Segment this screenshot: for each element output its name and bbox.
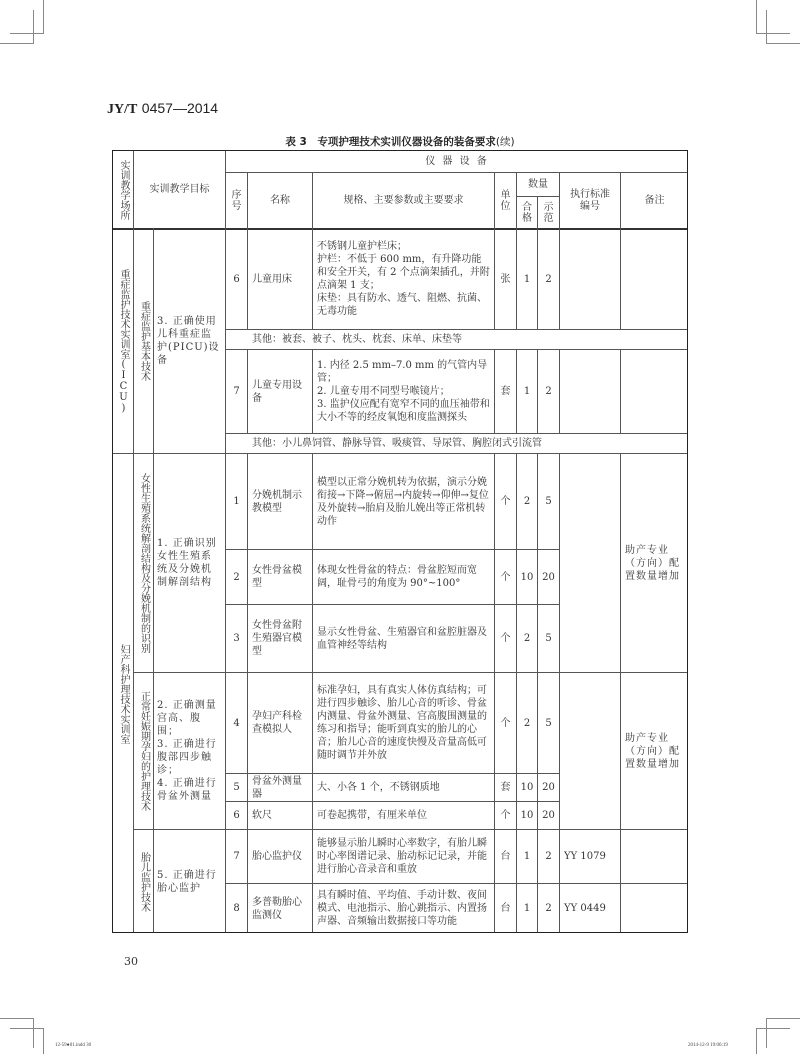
row-spec: 体现女性骨盆的特点：骨盆腔短而宽阔，耻骨弓的角度为 90°~100°	[317, 565, 477, 589]
row-unit: 套	[500, 386, 511, 397]
goal-picu: 3. 正确使用儿科重症监护(PICU)设备	[157, 316, 220, 366]
row-qualified: 10	[520, 782, 534, 793]
goal-pregnancy: 2. 正确测量宫高、腹围； 3. 正确进行腹部四步触诊； 4. 正确进行骨盆外测量	[157, 700, 217, 802]
file-suffix: 01.indd 30	[69, 1043, 92, 1048]
other-row: 其他：小儿鼻饲管、静脉导管、吸痰管、导尿管、胸腔闭式引流管	[252, 438, 542, 449]
row-spec: 不锈钢儿童护栏床； 护栏：不低于 600 mm，有升降功能和安全开关，有 2 个点滴架插孔，并附点滴架 1 支； 床垫：具有防水、透气、阻燃、抗菌、无毒功能	[317, 241, 490, 317]
row-demo: 20	[542, 810, 555, 821]
row-demo: 2	[545, 851, 552, 862]
row-unit: 个	[500, 810, 511, 821]
row-qualified: 2	[523, 633, 531, 644]
row-spec: 显示女性骨盆、生殖器官和盆腔脏器及血管神经等结构	[317, 626, 487, 651]
row-demo: 5	[545, 717, 552, 729]
row-no: 1	[233, 496, 240, 507]
row-name: 骨盆外测量器	[252, 775, 302, 800]
row-qualified: 2	[523, 717, 531, 729]
row-no: 7	[233, 386, 240, 397]
row-spec: 1. 内径 2.5 mm–7.0 mm 的气管内导管； 2. 儿童专用不同型号喉镜片； 3. 监护仪应配有宽窄不同的血压袖带和大小不等的经皮氧饱和度监测探头	[317, 360, 490, 423]
header-quantity: 数量	[528, 179, 548, 190]
file-info	[55, 1043, 91, 1048]
standard-number	[107, 100, 218, 118]
row-no: 3	[233, 633, 240, 644]
file-slug: 12-59	[55, 1043, 67, 1048]
goal-fetal: 5. 正确进行胎心监护	[157, 869, 217, 894]
row-name: 胎心监护仪	[252, 851, 302, 862]
row-name: 孕妇产科检查模拟人	[252, 711, 302, 735]
header-spec: 规格、主要参数或主要要求	[343, 195, 464, 206]
row-standard: YY 0449	[564, 903, 606, 914]
header-demo: 示范	[543, 201, 554, 224]
row-spec: 能够显示胎儿瞬时心率数字，有胎儿瞬时心率图谱记录、胎动标记记录，并能进行胎心音录音和重放	[317, 838, 487, 875]
row-no: 7	[233, 851, 240, 862]
row-unit: 个	[500, 633, 511, 644]
row-name: 女性骨盆模型	[252, 565, 302, 589]
row-qualified: 1	[523, 386, 531, 397]
row-qualified: 1	[523, 903, 531, 914]
other-row: 其他：被套、被子、枕头、枕套、床单、床垫等	[252, 334, 462, 345]
standard-code: 0457—2014	[141, 100, 219, 116]
row-no: 6	[233, 810, 240, 821]
table-caption-title: 表 3 专项护理技术实训仪器设备的装备要求	[285, 136, 496, 148]
topic-icu-basic: 重症监护基本技术	[138, 301, 150, 381]
row-demo: 2	[545, 903, 552, 914]
row-unit: 台	[500, 903, 511, 914]
topic-fetal: 胎儿监护技术	[138, 851, 150, 912]
row-spec: 标准孕妇，具有真实人体仿真结构；可进行四步触诊、胎儿心音的听诊、骨盆内测量、骨盆外测量、宫高腹围测量的练习和指导；能听到真实的胎儿的心音；胎儿心音的速度快慢及音量高低可随时调节并外放	[317, 685, 487, 761]
venue-icu: 重症监护技术实训室(ICU)	[118, 268, 129, 414]
goal-anatomy: 1. 正确识别女性生殖系统及分娩机制解剖结构	[157, 538, 217, 588]
header-qualified: 合格	[522, 201, 532, 224]
remark-anatomy: 助产专业（方向）配置数量增加	[625, 544, 680, 582]
row-no: 5	[233, 782, 240, 793]
file-marker-icon: ●	[66, 1043, 70, 1048]
row-unit: 个	[500, 571, 511, 583]
row-unit: 个	[500, 496, 511, 507]
row-unit: 台	[500, 851, 511, 862]
standard-prefix: JY/T	[107, 102, 138, 117]
row-qualified: 10	[520, 810, 534, 821]
row-unit: 个	[500, 717, 511, 729]
row-spec: 具有瞬时值、平均值、手动计数、夜间模式、电池指示、胎心跳指示、内置扬声器、音频输出数据接口等功能	[317, 890, 487, 927]
row-no: 2	[233, 571, 240, 583]
row-demo: 5	[545, 496, 552, 507]
row-standard: YY 1079	[564, 851, 606, 862]
page-number: 30	[124, 955, 138, 968]
header-venue: 实训教学场所	[118, 159, 129, 220]
remark-pregnancy: 助产专业（方向）配置数量增加	[625, 732, 680, 770]
row-spec: 模型以正常分娩机转为依据，演示分娩衔接→下降→俯屈→内旋转→仰伸→复位及外旋转→胎肩及胎儿娩出等正常机转动作	[317, 476, 489, 527]
row-name: 儿童用床	[252, 273, 292, 285]
row-no: 8	[233, 903, 240, 914]
row-name: 多普勒胎心监测仪	[252, 896, 302, 921]
header-no: 序号	[231, 189, 242, 212]
table-caption	[0, 134, 800, 149]
header-equipment: 仪 器 设 备	[425, 156, 489, 167]
row-name: 女性骨盆附生殖器官模型	[252, 620, 302, 657]
row-demo: 2	[545, 273, 552, 285]
row-spec: 大、小各 1 个，不锈钢质地	[317, 782, 440, 793]
topic-pregnancy: 正常妊娠期孕妇的护理技术	[138, 691, 150, 811]
row-unit: 张	[500, 273, 511, 285]
row-no: 6	[233, 273, 240, 285]
row-qualified: 10	[520, 571, 534, 583]
venue-obstetrics: 妇产科护理技术实训室	[118, 643, 129, 744]
header-goal: 实训教学目标	[149, 184, 210, 195]
row-demo: 20	[542, 782, 555, 793]
row-name: 软尺	[252, 810, 272, 821]
print-timestamp: 2014-12-9 19:06:19	[688, 1043, 728, 1048]
row-qualified: 1	[523, 851, 531, 862]
row-qualified: 2	[523, 496, 531, 507]
header-name: 名称	[270, 195, 290, 206]
row-name: 分娩机制示教模型	[252, 489, 302, 514]
row-demo: 5	[545, 633, 552, 644]
row-demo: 20	[542, 571, 555, 583]
table-caption-continued: (续)	[495, 136, 515, 148]
topic-anatomy: 女性生殖系统解剖结构及分娩机制的识别	[138, 473, 150, 653]
row-no: 4	[233, 717, 240, 729]
row-name: 儿童专用设备	[252, 379, 302, 404]
header-standard: 执行标准编号	[570, 188, 610, 212]
header-remark: 备注	[644, 195, 665, 206]
row-unit: 套	[500, 782, 511, 793]
row-demo: 2	[545, 386, 552, 397]
row-qualified: 1	[523, 273, 531, 285]
header-unit: 单位	[500, 189, 511, 212]
row-spec: 可卷起携带，有厘米单位	[317, 810, 427, 821]
